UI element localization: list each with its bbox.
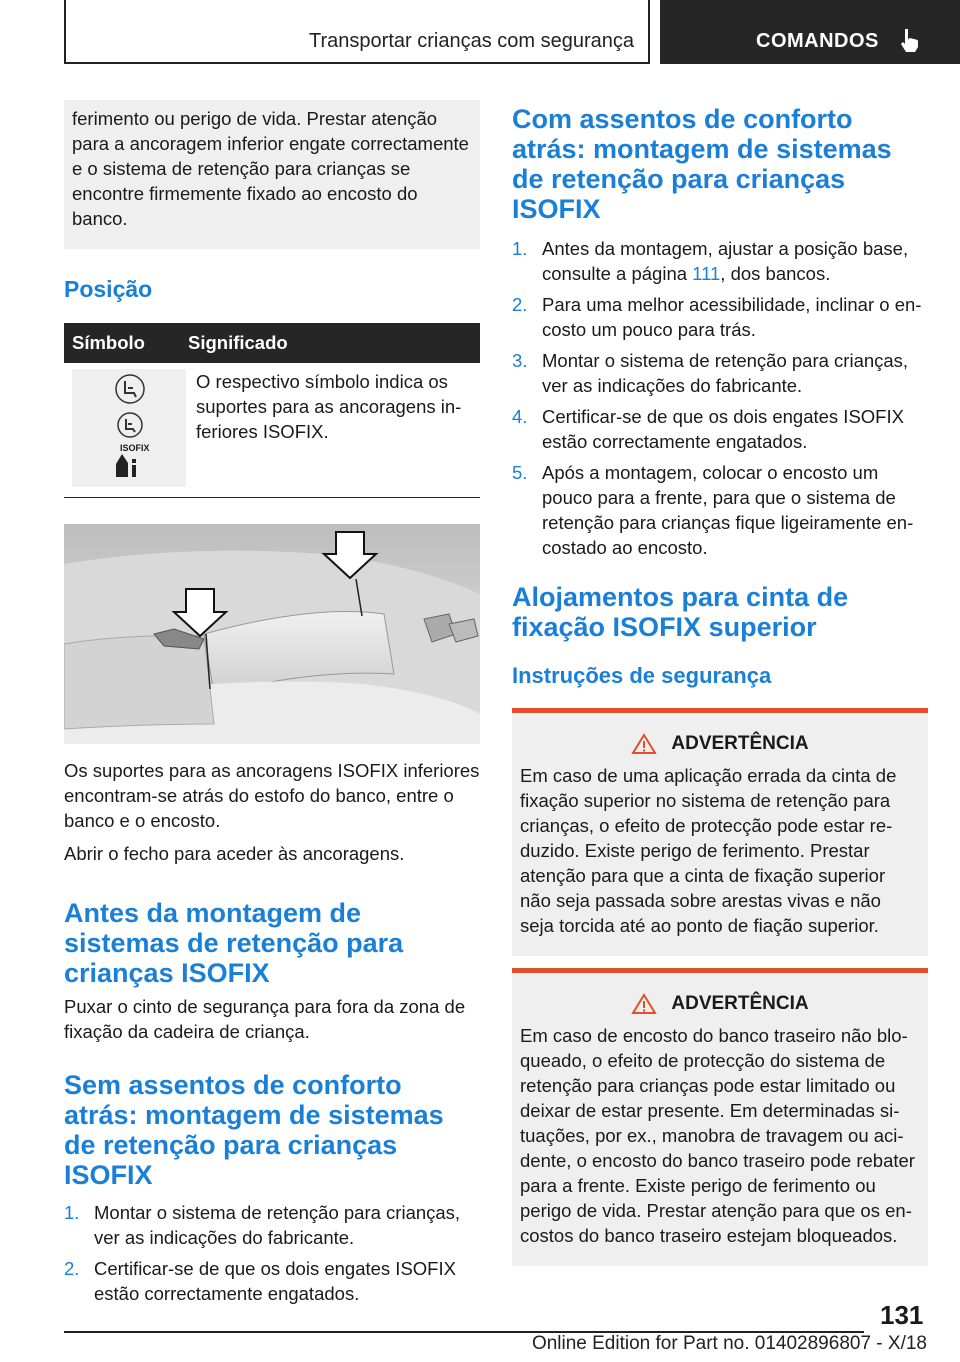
table-row	[64, 363, 480, 498]
heading-antes: Antes da montagem de sistemas de retenção para crianças ISOFIX	[64, 898, 404, 988]
table-header-symbol: Símbolo	[72, 332, 145, 353]
warning-triangle-icon	[631, 733, 657, 755]
warning-title-text: ADVERTÊNCIA	[671, 733, 809, 754]
heading-com-assentos: Com assentos de conforto atrás: montagem de sistemas de retenção para crianças ISOFIX	[512, 104, 892, 224]
list-item	[512, 348, 928, 398]
section-title-box	[64, 0, 650, 64]
warning-text: Em caso de encosto do banco traseiro não bloqueado, o efeito de protecção do sistema de retenção para crianças pode estar limitado ou deixar de estar presente. Em determinadas situações, por ex., manobra de travagem ou acidente, o encosto do banco traseiro pode rebater para a frente. Existe perigo de ferimento ou perigo de vida. Prestar atenção para que os encostos do banco traseiro estejam bloqueados.	[520, 1025, 915, 1246]
table-header-meaning: Significado	[188, 332, 288, 353]
list-number: 2.	[64, 1258, 80, 1279]
left-column	[64, 100, 480, 1312]
list-text: Montar o sistema de retenção para crianças, ver as indicações do fabricante.	[94, 1202, 461, 1248]
warning-title	[520, 993, 920, 1015]
image-caption-2: Abrir o fecho para aceder às ancoragens.	[64, 843, 405, 864]
edition-text: Online Edition for Part no. 01402896807 - X/18	[531, 1333, 927, 1354]
heading-instrucoes: Instruções de segurança	[512, 663, 772, 688]
heading-posicao: Posição	[64, 276, 153, 302]
hand-pointer-icon	[896, 26, 924, 54]
sem-assentos-list	[64, 1200, 480, 1306]
list-item	[512, 460, 928, 560]
list-text-part: Antes da montagem, ajustar a posição base, consulte a página	[542, 238, 909, 284]
page-link[interactable]: 111	[692, 263, 721, 284]
warning-box-2	[512, 968, 928, 1266]
chapter-tab-label: COMANDOS	[756, 30, 879, 52]
rear-seat-illustration	[64, 524, 480, 744]
warning-triangle-icon	[631, 993, 657, 1015]
list-item	[512, 404, 928, 454]
com-assentos-list	[512, 236, 928, 560]
list-text: Para uma melhor acessibilidade, inclinar o encosto um pouco para trás.	[542, 294, 922, 340]
heading-alojamentos: Alojamentos para cinta de fixação ISOFIX superior	[512, 582, 849, 642]
list-number: 2.	[512, 294, 528, 315]
chapter-tab[interactable]	[660, 0, 960, 64]
antes-text: Puxar o cinto de segurança para fora da zona de fixação da cadeira de criança.	[64, 996, 466, 1042]
list-number: 1.	[512, 238, 528, 259]
section-title: Transportar crianças com segurança	[309, 30, 634, 52]
symbol-table	[64, 323, 480, 498]
list-item	[512, 292, 928, 342]
warning-box-1	[512, 708, 928, 956]
isofix-symbol-label: ISOFIX	[120, 443, 150, 453]
list-item	[512, 236, 928, 286]
heading-sem-assentos: Sem assentos de conforto atrás: montagem de sistemas de retenção para crianças ISOFIX	[64, 1070, 444, 1190]
intro-text: ferimento ou perigo de vida. Prestar atenção para a ancoragem inferior engate correctamente e o sistema de retenção para crianças se encontre firmemente fixado ao encosto do banco.	[72, 108, 469, 229]
rear-seat-photo	[64, 524, 480, 744]
isofix-seat-icon	[72, 369, 186, 487]
page-number: 131	[880, 1300, 924, 1330]
table-cell-meaning: O respectivo símbolo indica os suportes para as ancoragens inferiores ISOFIX.	[196, 371, 462, 442]
warning-title-text: ADVERTÊNCIA	[671, 993, 809, 1014]
list-item	[64, 1200, 480, 1250]
list-item	[64, 1256, 480, 1306]
image-caption-1: Os suportes para as ancoragens ISOFIX inferiores encontram-se atrás do estofo do banco, entre o banco e o encosto.	[64, 760, 480, 831]
table-header	[64, 323, 480, 363]
isofix-symbols	[72, 369, 186, 487]
list-text: Após a montagem, colocar o encosto um pouco para a frente, para que o sistema de retenção para crianças fique ligeiramente encostado ao encosto.	[542, 462, 914, 558]
list-text: Certificar-se de que os dois engates ISOFIX estão correctamente engatados.	[94, 1258, 456, 1304]
list-text: Certificar-se de que os dois engates ISOFIX estão correctamente engatados.	[542, 406, 904, 452]
table-cell-symbol	[64, 363, 188, 497]
list-number: 1.	[64, 1202, 80, 1223]
page-header	[0, 0, 960, 68]
warning-text: Em caso de uma aplicação errada da cinta de fixação superior no sistema de retenção para crianças, o efeito de protecção pode estar reduzido. Existe perigo de ferimento. Prestar atenção para que a cinta de fixação superior não seja passada sobre arestas vivas e não seja torcida até ao ponto de fiação superior.	[520, 765, 897, 936]
intro-note	[64, 100, 480, 249]
list-number: 5.	[512, 462, 528, 483]
list-text	[542, 236, 928, 286]
list-text-part: , dos bancos.	[720, 263, 831, 284]
list-number: 3.	[512, 350, 528, 371]
list-number: 4.	[512, 406, 528, 427]
list-text: Montar o sistema de retenção para crianças, ver as indicações do fabricante.	[542, 350, 909, 396]
right-column	[512, 100, 928, 1266]
warning-title	[520, 733, 920, 755]
